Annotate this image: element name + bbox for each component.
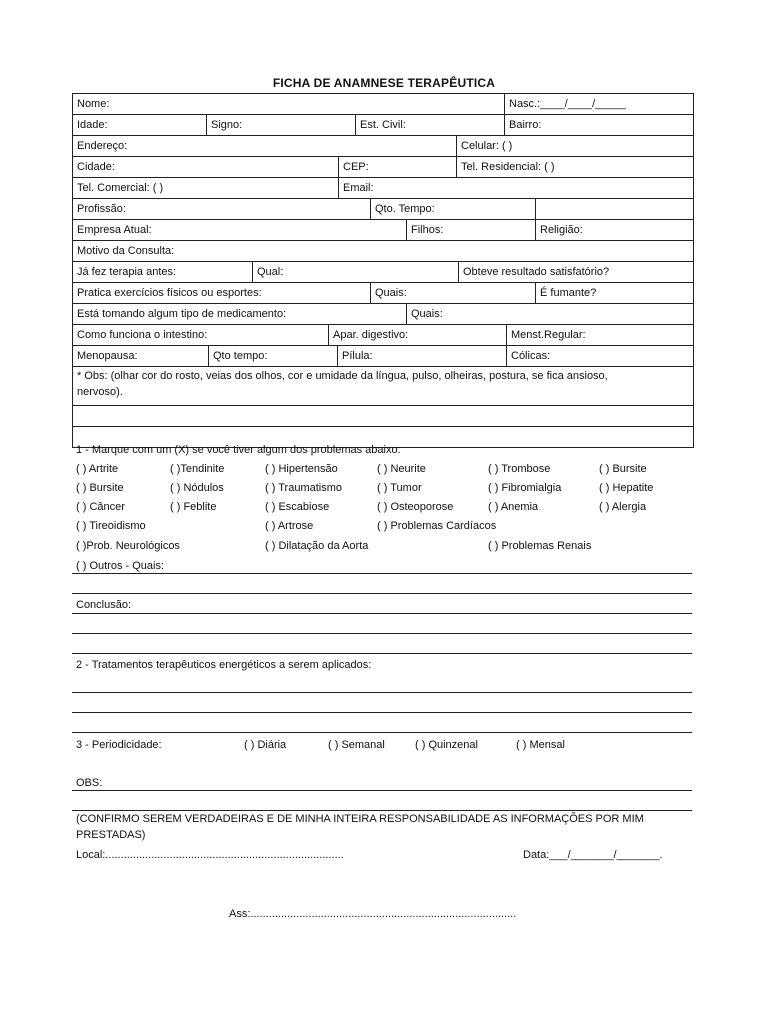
checkbox-item[interactable]: ( ) Problemas Cardíacos bbox=[377, 520, 497, 532]
ruled-line[interactable] bbox=[72, 613, 692, 614]
form-row bbox=[73, 346, 693, 367]
pilula-field[interactable]: Pílula: bbox=[337, 346, 506, 366]
profissao-field[interactable]: Profissão: bbox=[77, 203, 126, 215]
checkbox-item[interactable]: ( ) Osteoporose bbox=[377, 501, 454, 513]
empresa-field[interactable]: Empresa Atual: bbox=[77, 224, 152, 236]
confirmation-line: PRESTADAS) bbox=[76, 829, 146, 841]
form-row bbox=[73, 304, 693, 325]
menst-field[interactable]: Menst.Regular: bbox=[506, 325, 693, 345]
qual-field[interactable]: Qual: bbox=[252, 262, 458, 282]
tel-comercial-field[interactable]: Tel. Comercial: ( ) bbox=[77, 182, 164, 194]
obs-line: nervoso). bbox=[77, 386, 123, 398]
cidade-field[interactable]: Cidade: bbox=[77, 161, 115, 173]
form-row-obs bbox=[73, 367, 693, 406]
bairro-field[interactable]: Bairro: bbox=[504, 115, 693, 135]
email-field[interactable]: Email: bbox=[338, 178, 693, 198]
diaria-option[interactable]: ( ) Diária bbox=[244, 739, 287, 751]
conclusao-label: Conclusão: bbox=[76, 599, 132, 611]
checkbox-item[interactable]: ( ) Trombose bbox=[488, 463, 551, 475]
cep-field[interactable]: CEP: bbox=[338, 157, 456, 177]
ruled-line[interactable] bbox=[72, 732, 692, 733]
checkbox-item[interactable]: ( ) Alergia bbox=[599, 501, 647, 513]
form-row bbox=[73, 325, 693, 346]
form-row bbox=[73, 283, 693, 304]
blank-row[interactable] bbox=[73, 406, 693, 427]
form-row bbox=[73, 241, 693, 262]
checkbox-item[interactable]: ( ) Traumatismo bbox=[265, 482, 343, 494]
endereco-field[interactable]: Endereço: bbox=[77, 140, 128, 152]
checkbox-item[interactable]: ( ) Tumor bbox=[377, 482, 422, 494]
checkbox-item[interactable]: ( ) Artrose bbox=[265, 520, 314, 532]
nome-field[interactable]: Nome: bbox=[77, 98, 110, 110]
quais-field[interactable]: Quais: bbox=[370, 283, 535, 303]
checkbox-item[interactable]: ( ) Câncer bbox=[76, 501, 125, 513]
checklist-intro: 1 - Marque com um (X) se você tiver algum dos problemas abaixo: bbox=[76, 444, 401, 456]
colicas-field[interactable]: Cólicas: bbox=[506, 346, 693, 366]
intestino-field[interactable]: Como funciona o intestino: bbox=[77, 329, 208, 341]
quinzenal-option[interactable]: ( ) Quinzenal bbox=[415, 739, 478, 751]
checkbox-item[interactable]: ( ) Hepatite bbox=[599, 482, 654, 494]
ruled-line[interactable] bbox=[72, 810, 692, 811]
checkbox-item[interactable]: ( ) Hipertensão bbox=[265, 463, 338, 475]
blank-cell[interactable] bbox=[535, 199, 693, 219]
form-row bbox=[73, 178, 693, 199]
exercicios-field[interactable]: Pratica exercícios físicos ou esportes: bbox=[77, 287, 262, 299]
form-row bbox=[73, 262, 693, 283]
form-row bbox=[73, 157, 693, 178]
fumante-field[interactable]: É fumante? bbox=[535, 283, 693, 303]
checkbox-item[interactable]: ( ) Problemas Renais bbox=[488, 540, 592, 552]
nasc-field[interactable]: Nasc.:____/____/_____ bbox=[504, 94, 693, 114]
form-title: FICHA DE ANAMNESE TERAPÊUTICA bbox=[272, 76, 496, 90]
checkbox-item[interactable]: ( ) Anemia bbox=[488, 501, 539, 513]
checkbox-item[interactable]: ( )Prob. Neurológicos bbox=[76, 540, 180, 552]
checkbox-item[interactable]: ( ) Feblite bbox=[170, 501, 217, 513]
ruled-line[interactable] bbox=[72, 790, 692, 791]
checkbox-item[interactable]: ( ) Tireoidismo bbox=[76, 520, 146, 532]
data-field[interactable]: Data:___/_______/_______. bbox=[523, 849, 663, 861]
ruled-line[interactable] bbox=[72, 633, 692, 634]
checkbox-item[interactable]: ( ) Neurite bbox=[377, 463, 426, 475]
ruled-line[interactable] bbox=[72, 692, 692, 693]
obs-field[interactable] bbox=[73, 367, 693, 405]
medicamento-field[interactable]: Está tomando algum tipo de medicamento: bbox=[77, 308, 287, 320]
religiao-field[interactable]: Religião: bbox=[535, 220, 693, 240]
quais-medicamento-field[interactable]: Quais: bbox=[406, 304, 693, 324]
terapia-field[interactable]: Já fez terapia antes: bbox=[77, 266, 177, 278]
est-civil-field[interactable]: Est. Civil: bbox=[355, 115, 504, 135]
qto-tempo-field[interactable]: Qto. Tempo: bbox=[370, 199, 535, 219]
checkbox-item[interactable]: ( ) Escabiose bbox=[265, 501, 330, 513]
checkbox-item[interactable]: ( ) Nódulos bbox=[170, 482, 224, 494]
checkbox-item[interactable]: ( )Tendinite bbox=[170, 463, 225, 475]
form-row bbox=[73, 220, 693, 241]
semanal-option[interactable]: ( ) Semanal bbox=[328, 739, 385, 751]
checkbox-item[interactable]: ( ) Bursite bbox=[599, 463, 647, 475]
signature-field[interactable]: Ass:....................................................................................... bbox=[229, 908, 517, 920]
obs-line: * Obs: (olhar cor do rosto, veias dos olhos, cor e umidade da língua, pulso, olheiras, postura, se fica ansioso, bbox=[77, 370, 608, 382]
filhos-field[interactable]: Filhos: bbox=[406, 220, 535, 240]
ruled-line[interactable] bbox=[72, 573, 692, 574]
qto-tempo2-field[interactable]: Qto tempo: bbox=[208, 346, 337, 366]
checkbox-item[interactable]: ( ) Fibromialgia bbox=[488, 482, 562, 494]
checkbox-item[interactable]: ( ) Dilatação da Aorta bbox=[265, 540, 369, 552]
signo-field[interactable]: Signo: bbox=[206, 115, 355, 135]
resultado-field[interactable]: Obteve resultado satisfatório? bbox=[458, 262, 693, 282]
ruled-line[interactable] bbox=[72, 593, 692, 594]
ruled-line[interactable] bbox=[72, 653, 692, 654]
mensal-option[interactable]: ( ) Mensal bbox=[516, 739, 565, 751]
tratamentos-label: 2 - Tratamentos terapêuticos energéticos a serem aplicados: bbox=[76, 659, 372, 671]
checkbox-item[interactable]: ( ) Artrite bbox=[76, 463, 119, 475]
form-table bbox=[72, 93, 694, 448]
outros-field[interactable]: ( ) Outros - Quais: bbox=[76, 560, 165, 572]
motivo-field[interactable]: Motivo da Consulta: bbox=[77, 245, 175, 257]
menopausa-field[interactable]: Menopausa: bbox=[77, 350, 138, 362]
local-field[interactable]: Local:.............................................................................. bbox=[76, 849, 344, 861]
confirmation-line: (CONFIRMO SEREM VERDADEIRAS E DE MINHA INTEIRA RESPONSABILIDADE AS INFORMAÇÕES POR MIM bbox=[76, 813, 644, 825]
form-row bbox=[73, 94, 693, 115]
checkbox-item[interactable]: ( ) Bursite bbox=[76, 482, 124, 494]
ruled-line[interactable] bbox=[72, 712, 692, 713]
form-row bbox=[73, 136, 693, 157]
tel-residencial-field[interactable]: Tel. Residencial: ( ) bbox=[456, 157, 693, 177]
obs-label: OBS: bbox=[76, 777, 103, 789]
apar-digestivo-field[interactable]: Apar. digestivo: bbox=[328, 325, 506, 345]
idade-field[interactable]: Idade: bbox=[77, 119, 108, 131]
periodicidade-label: 3 - Periodicidade: bbox=[76, 739, 162, 751]
form-row bbox=[73, 115, 693, 136]
celular-field[interactable]: Celular: ( ) bbox=[456, 136, 693, 156]
form-row bbox=[73, 199, 693, 220]
